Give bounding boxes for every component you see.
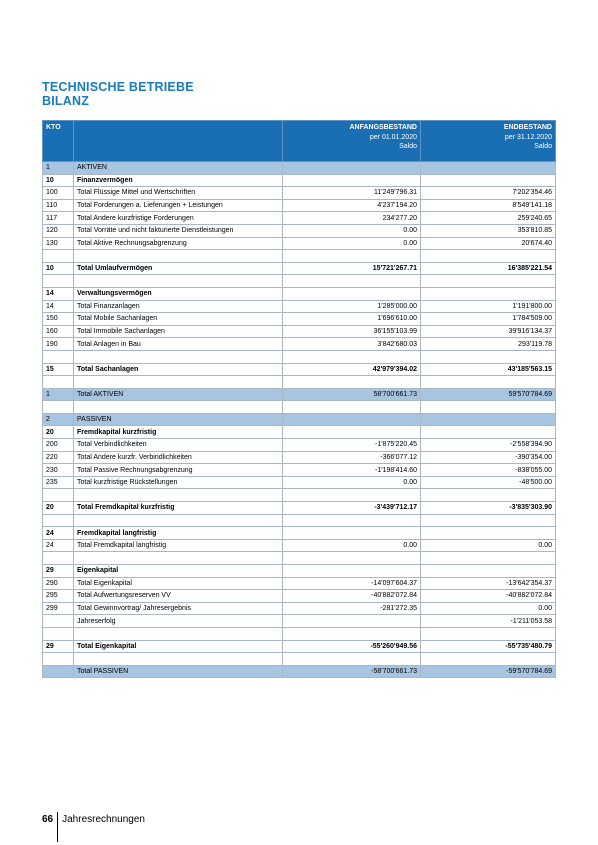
row-endbestand xyxy=(421,376,556,389)
row-kto: 120 xyxy=(43,224,74,237)
row-anfangsbestand: 4'237'194.20 xyxy=(283,199,421,212)
row-kto xyxy=(43,615,74,628)
row-label xyxy=(74,350,283,363)
row-endbestand xyxy=(421,275,556,288)
table-row xyxy=(43,451,556,464)
row-kto: 299 xyxy=(43,602,74,615)
row-label: Total Passive Rechnungsabgrenzung xyxy=(74,464,283,477)
row-endbestand: 259'240.65 xyxy=(421,212,556,225)
row-label: Total Aufwertungsreserven VV xyxy=(74,590,283,603)
row-kto: 10 xyxy=(43,262,74,275)
row-label: Total Mobile Sachanlagen xyxy=(74,313,283,326)
row-kto: 24 xyxy=(43,527,74,540)
row-endbestand xyxy=(421,413,556,426)
row-endbestand: 0.00 xyxy=(421,539,556,552)
spacer-row xyxy=(43,250,556,263)
row-kto: 117 xyxy=(43,212,74,225)
spacer-row xyxy=(43,401,556,414)
table-row xyxy=(43,237,556,250)
row-label: AKTIVEN xyxy=(74,162,283,175)
row-label: Verwaltungsvermögen xyxy=(74,287,283,300)
row-label: Total Anlagen in Bau xyxy=(74,338,283,351)
spacer-row xyxy=(43,514,556,527)
row-endbestand xyxy=(421,162,556,175)
section-row xyxy=(43,162,556,175)
table-row xyxy=(43,590,556,603)
row-endbestand: 353'810.85 xyxy=(421,224,556,237)
title-line-1: TECHNISCHE BETRIEBE xyxy=(42,80,194,94)
row-kto: 14 xyxy=(43,287,74,300)
row-kto: 150 xyxy=(43,313,74,326)
row-anfangsbestand: 0.00 xyxy=(283,476,421,489)
row-anfangsbestand: 0.00 xyxy=(283,224,421,237)
spacer-row xyxy=(43,350,556,363)
row-endbestand xyxy=(421,350,556,363)
row-label xyxy=(74,401,283,414)
balance-sheet-table xyxy=(42,120,556,678)
header-kto: KTO xyxy=(43,121,74,162)
row-kto xyxy=(43,350,74,363)
table-row xyxy=(43,325,556,338)
row-kto: 29 xyxy=(43,640,74,653)
table-row xyxy=(43,199,556,212)
footer-divider xyxy=(57,812,58,842)
section-row xyxy=(43,665,556,678)
row-endbestand xyxy=(421,552,556,565)
row-label: Total Finanzanlagen xyxy=(74,300,283,313)
row-endbestand: -40'882'072.84 xyxy=(421,590,556,603)
row-anfangsbestand: 1'285'000.00 xyxy=(283,300,421,313)
row-kto xyxy=(43,275,74,288)
page-title xyxy=(42,80,194,108)
row-label: Total Verbindlichkeiten xyxy=(74,439,283,452)
row-label xyxy=(74,250,283,263)
row-label: Total Andere kurzfr. Verbindlichkeiten xyxy=(74,451,283,464)
table-row xyxy=(43,502,556,515)
row-anfangsbestand xyxy=(283,287,421,300)
row-label xyxy=(74,653,283,666)
spacer-row xyxy=(43,275,556,288)
row-endbestand: -55'735'480.79 xyxy=(421,640,556,653)
row-label: Jahreserfolg xyxy=(74,615,283,628)
table-body xyxy=(43,162,556,678)
row-endbestand: 1'191'800.00 xyxy=(421,300,556,313)
row-endbestand xyxy=(421,250,556,263)
row-label: Total Umlaufvermögen xyxy=(74,262,283,275)
row-anfangsbestand: -55'260'949.56 xyxy=(283,640,421,653)
row-endbestand: 293'119.78 xyxy=(421,338,556,351)
row-kto: 15 xyxy=(43,363,74,376)
row-endbestand: -1'211'053.58 xyxy=(421,615,556,628)
row-endbestand: -59'570'784.69 xyxy=(421,665,556,678)
row-label: Finanzvermögen xyxy=(74,174,283,187)
row-kto: 1 xyxy=(43,388,74,401)
row-anfangsbestand: 0.00 xyxy=(283,237,421,250)
row-anfangsbestand xyxy=(283,174,421,187)
row-label xyxy=(74,514,283,527)
row-anfangsbestand: 42'979'394.02 xyxy=(283,363,421,376)
row-anfangsbestand xyxy=(283,615,421,628)
row-label: Total Sachanlagen xyxy=(74,363,283,376)
row-label: Total kurzfristige Rückstellungen xyxy=(74,476,283,489)
row-label: Total Eigenkapital xyxy=(74,640,283,653)
table-row xyxy=(43,338,556,351)
row-anfangsbestand: -58'700'661.73 xyxy=(283,665,421,678)
table-row xyxy=(43,539,556,552)
row-anfangsbestand xyxy=(283,426,421,439)
table-row xyxy=(43,615,556,628)
row-label: Total Vorräte und nicht fakturierte Dienstleistungen xyxy=(74,224,283,237)
row-label xyxy=(74,489,283,502)
section-row xyxy=(43,388,556,401)
row-endbestand: -3'835'303.90 xyxy=(421,502,556,515)
row-endbestand xyxy=(421,565,556,578)
row-label: Total Andere kurzfristige Forderungen xyxy=(74,212,283,225)
page-footer xyxy=(42,814,145,842)
row-anfangsbestand xyxy=(283,627,421,640)
header-end-saldo: Saldo xyxy=(534,143,552,150)
row-kto xyxy=(43,250,74,263)
row-endbestand xyxy=(421,174,556,187)
row-anfangsbestand xyxy=(283,376,421,389)
row-endbestand xyxy=(421,489,556,502)
table-row xyxy=(43,224,556,237)
row-anfangsbestand xyxy=(283,413,421,426)
header-anfang-date: per 01.01.2020 xyxy=(369,133,417,141)
row-kto: 20 xyxy=(43,502,74,515)
row-anfangsbestand: -1'198'414.60 xyxy=(283,464,421,477)
row-label xyxy=(74,552,283,565)
row-anfangsbestand: 1'696'610.00 xyxy=(283,313,421,326)
row-kto: 220 xyxy=(43,451,74,464)
row-kto: 230 xyxy=(43,464,74,477)
table-row xyxy=(43,439,556,452)
row-label: Total Immobile Sachanlagen xyxy=(74,325,283,338)
row-anfangsbestand xyxy=(283,489,421,502)
row-label: Fremdkapital kurzfristig xyxy=(74,426,283,439)
row-label: Total PASSIVEN xyxy=(74,665,283,678)
section-row xyxy=(43,413,556,426)
page-number: 66 xyxy=(42,814,54,825)
row-anfangsbestand xyxy=(283,514,421,527)
row-kto xyxy=(43,653,74,666)
row-endbestand: 59'570'784.69 xyxy=(421,388,556,401)
table-row xyxy=(43,300,556,313)
row-anfangsbestand: 3'842'680.03 xyxy=(283,338,421,351)
row-kto xyxy=(43,552,74,565)
row-endbestand xyxy=(421,426,556,439)
table-row xyxy=(43,527,556,540)
row-label: Total Fremdkapital kurzfristig xyxy=(74,502,283,515)
spacer-row xyxy=(43,489,556,502)
row-endbestand xyxy=(421,627,556,640)
row-anfangsbestand: -3'439'712.17 xyxy=(283,502,421,515)
table-row xyxy=(43,640,556,653)
title-line-2: BILANZ xyxy=(42,94,90,108)
table-row xyxy=(43,187,556,200)
row-kto: 2 xyxy=(43,413,74,426)
row-endbestand: -13'642'354.37 xyxy=(421,577,556,590)
row-kto: 1 xyxy=(43,162,74,175)
row-anfangsbestand: 36'155'103.99 xyxy=(283,325,421,338)
table-header-row xyxy=(43,121,556,162)
row-endbestand: 20'674.40 xyxy=(421,237,556,250)
row-kto: 295 xyxy=(43,590,74,603)
row-label: Fremdkapital langfristig xyxy=(74,527,283,540)
row-endbestand: 43'185'563.15 xyxy=(421,363,556,376)
table-row xyxy=(43,565,556,578)
row-anfangsbestand xyxy=(283,350,421,363)
row-label: PASSIVEN xyxy=(74,413,283,426)
row-kto xyxy=(43,401,74,414)
row-kto: 110 xyxy=(43,199,74,212)
row-endbestand: 0.00 xyxy=(421,602,556,615)
header-endbestand xyxy=(421,121,556,162)
header-end-title: ENDBESTAND xyxy=(503,124,552,131)
row-anfangsbestand xyxy=(283,250,421,263)
row-kto: 14 xyxy=(43,300,74,313)
table-row xyxy=(43,602,556,615)
row-kto: 100 xyxy=(43,187,74,200)
row-endbestand xyxy=(421,653,556,666)
row-kto: 29 xyxy=(43,565,74,578)
row-anfangsbestand xyxy=(283,401,421,414)
row-kto: 24 xyxy=(43,539,74,552)
row-anfangsbestand xyxy=(283,275,421,288)
row-endbestand xyxy=(421,514,556,527)
row-label: Total Gewinnvortrag/ Jahresergebnis xyxy=(74,602,283,615)
row-kto: 20 xyxy=(43,426,74,439)
row-anfangsbestand: -1'875'220.45 xyxy=(283,439,421,452)
row-anfangsbestand xyxy=(283,162,421,175)
row-kto xyxy=(43,665,74,678)
row-anfangsbestand: 0.00 xyxy=(283,539,421,552)
spacer-row xyxy=(43,552,556,565)
header-anfang-title: ANFANGSBESTAND xyxy=(349,124,417,131)
row-label xyxy=(74,376,283,389)
header-anfangsbestand xyxy=(283,121,421,162)
header-end-date: per 31.12.2020 xyxy=(504,133,552,141)
row-endbestand xyxy=(421,287,556,300)
row-endbestand: -2'558'394.90 xyxy=(421,439,556,452)
row-kto xyxy=(43,376,74,389)
row-kto xyxy=(43,514,74,527)
row-anfangsbestand: -40'882'072.84 xyxy=(283,590,421,603)
row-anfangsbestand: -14'097'604.37 xyxy=(283,577,421,590)
row-anfangsbestand: 234'277.20 xyxy=(283,212,421,225)
row-label: Total Forderungen a. Lieferungen + Leistungen xyxy=(74,199,283,212)
row-label: Total Aktive Rechnungsabgrenzung xyxy=(74,237,283,250)
row-anfangsbestand: 15'721'267.71 xyxy=(283,262,421,275)
row-endbestand: 7'202'354.46 xyxy=(421,187,556,200)
table-row xyxy=(43,212,556,225)
row-anfangsbestand xyxy=(283,552,421,565)
row-kto: 200 xyxy=(43,439,74,452)
row-kto: 290 xyxy=(43,577,74,590)
row-endbestand: 16'385'221.54 xyxy=(421,262,556,275)
table-row xyxy=(43,476,556,489)
table-row xyxy=(43,363,556,376)
row-anfangsbestand xyxy=(283,565,421,578)
table-row xyxy=(43,287,556,300)
row-kto xyxy=(43,627,74,640)
spacer-row xyxy=(43,627,556,640)
row-kto: 10 xyxy=(43,174,74,187)
row-endbestand xyxy=(421,401,556,414)
row-endbestand xyxy=(421,527,556,540)
table-row xyxy=(43,464,556,477)
row-endbestand: 1'784'509.00 xyxy=(421,313,556,326)
row-kto: 235 xyxy=(43,476,74,489)
row-label: Total Fremdkapital langfristig xyxy=(74,539,283,552)
row-label: Total Eigenkapital xyxy=(74,577,283,590)
row-endbestand: 8'549'141.18 xyxy=(421,199,556,212)
spacer-row xyxy=(43,653,556,666)
header-label xyxy=(74,121,283,162)
table-row xyxy=(43,262,556,275)
footer-label: Jahresrechnungen xyxy=(62,814,145,825)
row-anfangsbestand xyxy=(283,527,421,540)
row-anfangsbestand xyxy=(283,653,421,666)
row-anfangsbestand: 58'700'661.73 xyxy=(283,388,421,401)
row-endbestand: -390'354.00 xyxy=(421,451,556,464)
table-row xyxy=(43,426,556,439)
row-kto: 190 xyxy=(43,338,74,351)
table-row xyxy=(43,174,556,187)
row-kto: 160 xyxy=(43,325,74,338)
row-kto xyxy=(43,489,74,502)
table-row xyxy=(43,577,556,590)
row-kto: 130 xyxy=(43,237,74,250)
row-label: Total AKTIVEN xyxy=(74,388,283,401)
row-endbestand: -838'055.00 xyxy=(421,464,556,477)
row-label: Total Flüssige Mittel und Wertschriften xyxy=(74,187,283,200)
row-anfangsbestand: -366'077.12 xyxy=(283,451,421,464)
header-anfang-saldo: Saldo xyxy=(399,143,417,150)
spacer-row xyxy=(43,376,556,389)
row-label xyxy=(74,627,283,640)
row-anfangsbestand: -281'272.35 xyxy=(283,602,421,615)
row-label: Eigenkapital xyxy=(74,565,283,578)
row-label xyxy=(74,275,283,288)
row-endbestand: 39'916'134.37 xyxy=(421,325,556,338)
row-anfangsbestand: 11'249'796.31 xyxy=(283,187,421,200)
table-row xyxy=(43,313,556,326)
row-endbestand: -48'500.00 xyxy=(421,476,556,489)
